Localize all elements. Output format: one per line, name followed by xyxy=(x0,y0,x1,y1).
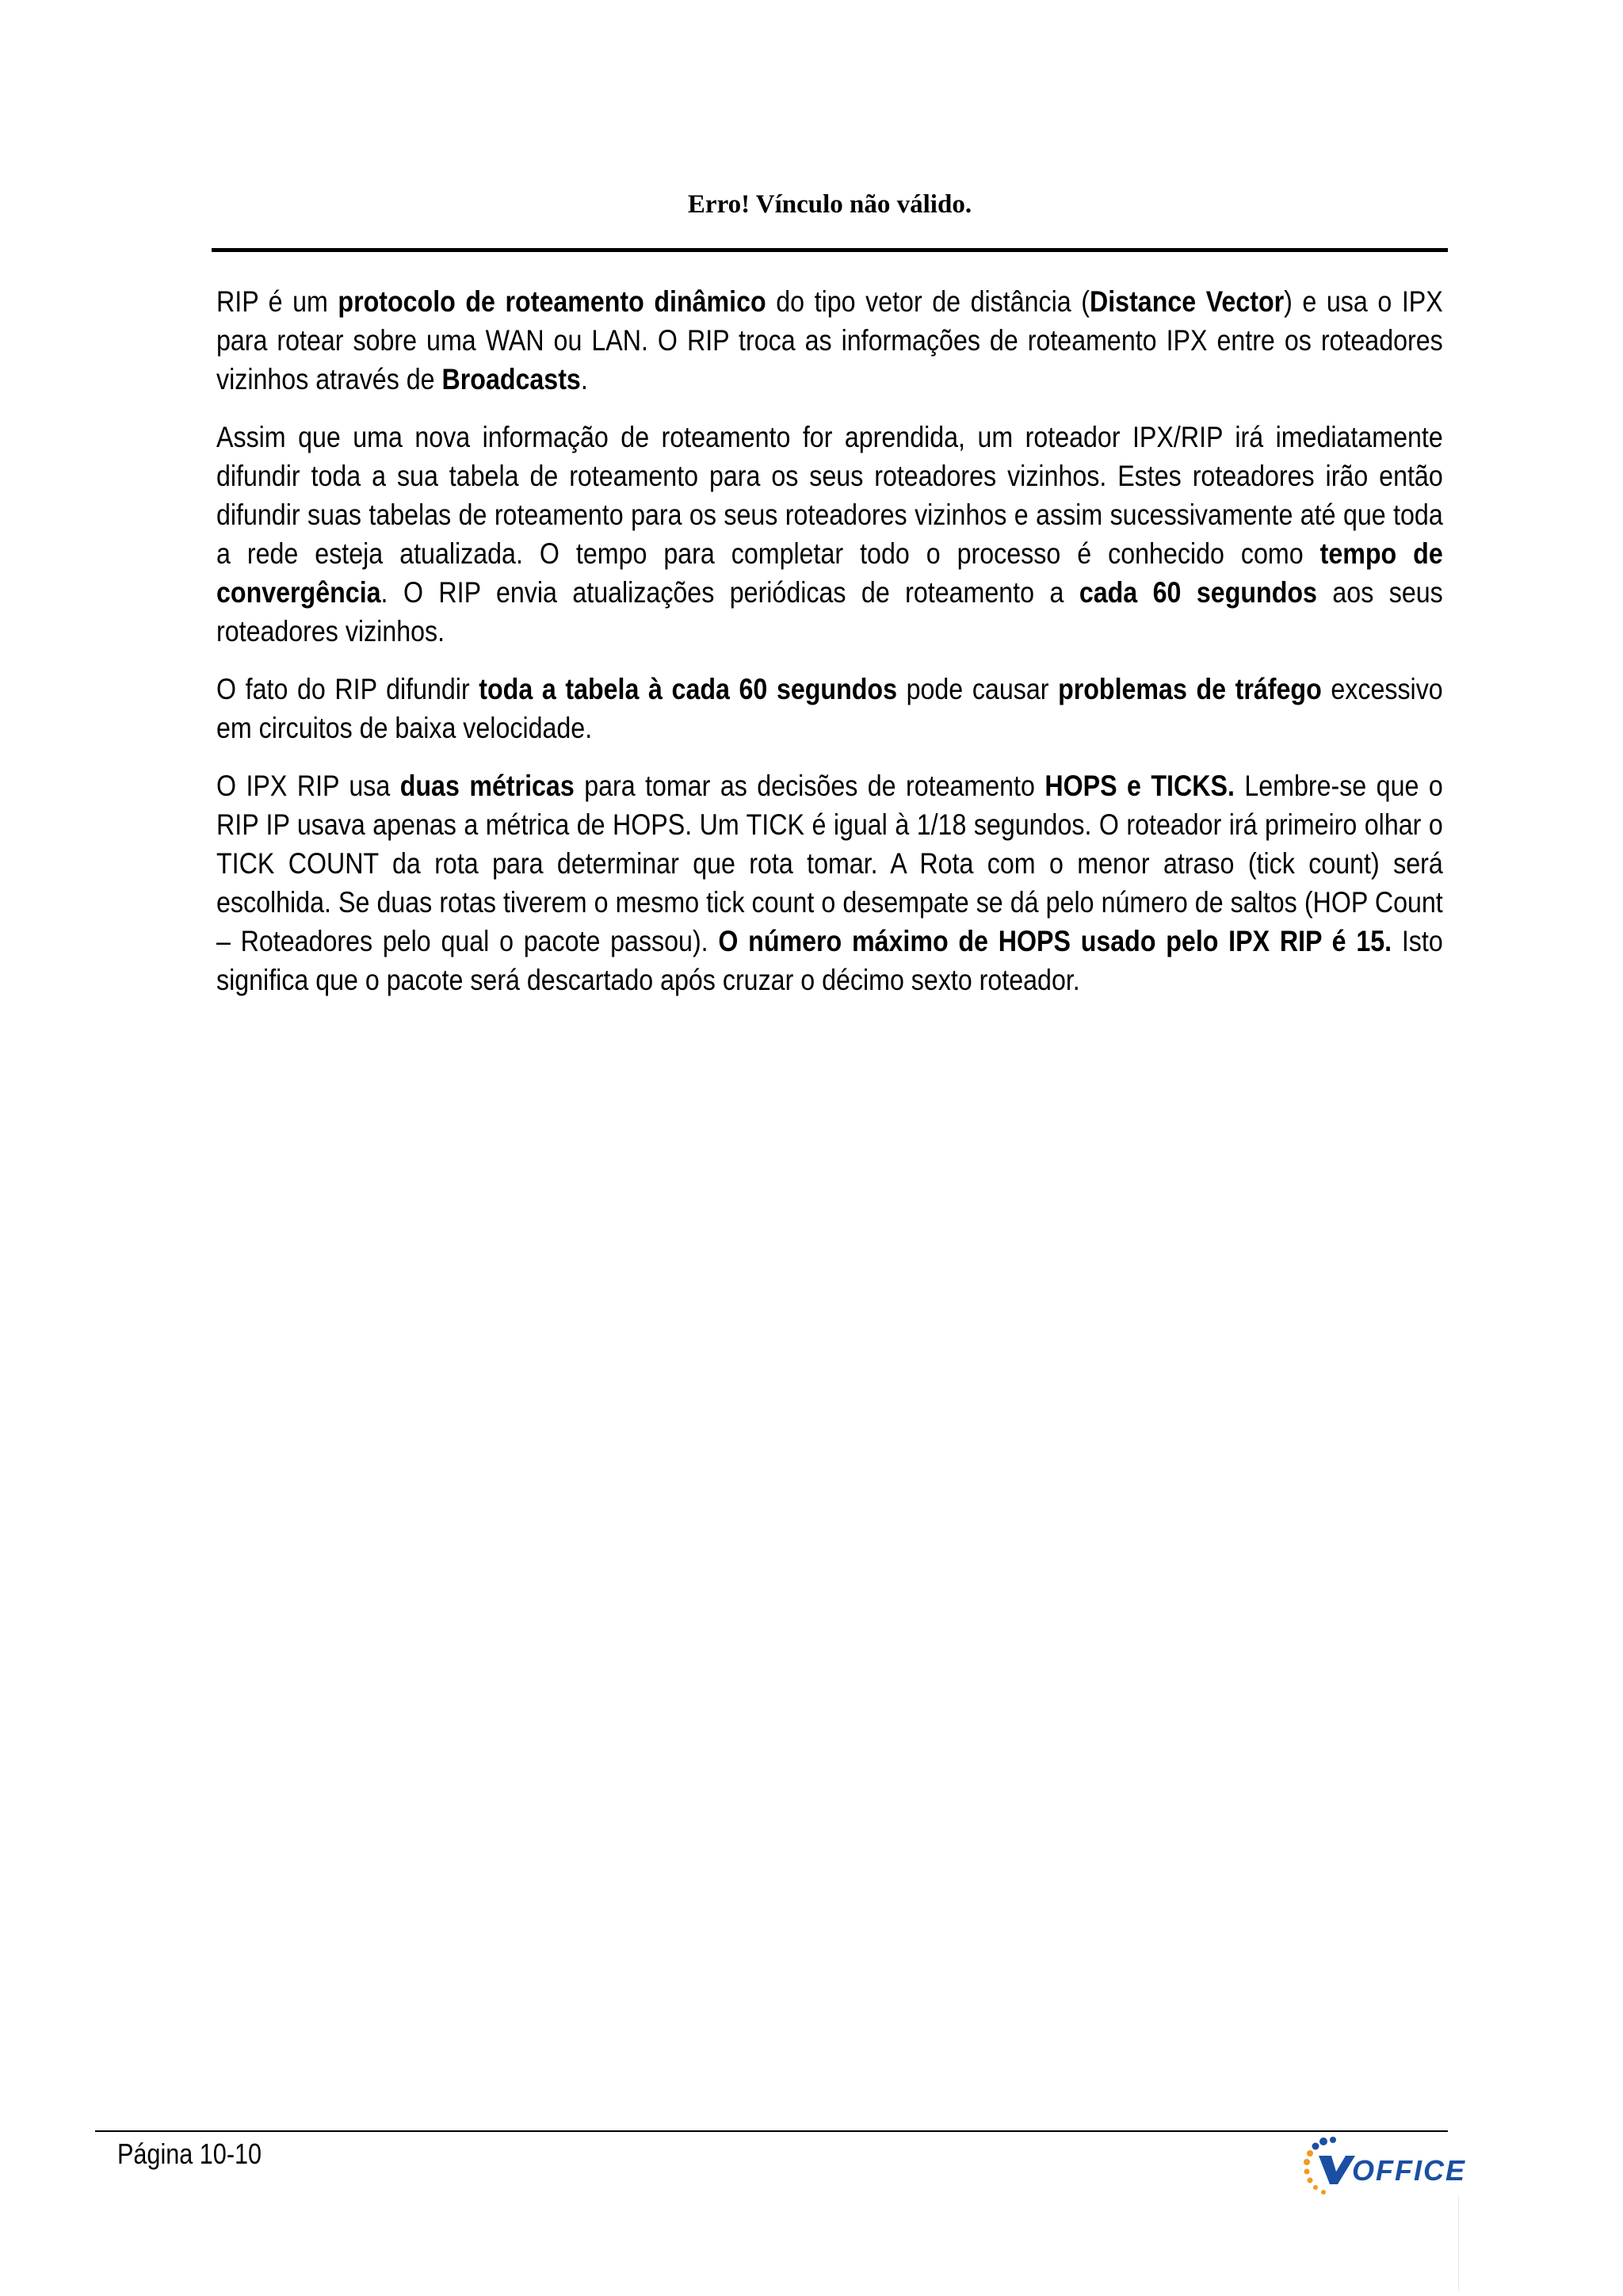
bold-text-segment: HOPS e TICKS. xyxy=(1044,770,1235,802)
text-segment: excessivo em circuitos de baixa velocidade. xyxy=(216,673,1443,744)
text-segment: ) e usa o IPX para rotear sobre uma WAN ou LAN. O RIP troca as informações de roteamento IPX entre os roteadores vizinhos através de xyxy=(216,285,1443,395)
bold-text-segment: cada 60 segundos xyxy=(1079,576,1317,609)
bold-text-segment: problemas de tráfego xyxy=(1058,673,1322,705)
text-segment: . O RIP envia atualizações periódicas de roteamento a xyxy=(380,576,1079,609)
text-segment: O IPX RIP usa xyxy=(216,770,400,802)
logo-wordmark: OFFICE xyxy=(1352,2154,1466,2187)
bold-text-segment: Broadcasts xyxy=(441,363,581,395)
paragraph-rip-intro xyxy=(216,282,1443,399)
text-segment: do tipo vetor de distância ( xyxy=(766,285,1090,318)
text-segment: . xyxy=(580,363,588,395)
bold-text-segment: toda a tabela à cada 60 segundos xyxy=(479,673,897,705)
text-segment: Isto significa que o pacote será descartado após cruzar o décimo sexto roteador. xyxy=(216,925,1443,996)
bold-text-segment: duas métricas xyxy=(399,770,575,802)
logo-v-mark-icon xyxy=(1319,2156,1355,2184)
text-segment: Assim que uma nova informação de roteamento for aprendida, um roteador IPX/RIP irá imediatamente difundir toda a sua tabela de roteamento para os seus roteadores vizinhos. Estes roteadores irão então difundir suas tabelas de roteamento para os seus roteadores vizinhos e assim sucessivamente até que toda a rede esteja atualizada. O tempo para completar todo o processo é conhecido como xyxy=(216,421,1443,570)
paragraph-convergence xyxy=(216,418,1443,651)
document-body xyxy=(216,282,1443,1018)
text-segment: para tomar as decisões de roteamento xyxy=(574,770,1045,802)
paragraph-traffic xyxy=(216,670,1443,747)
footer-divider xyxy=(95,2130,1448,2132)
text-segment: aos seus roteadores vizinhos. xyxy=(216,576,1443,648)
bold-text-segment: tempo de convergência xyxy=(216,537,1443,609)
text-segment: Lembre-se que o RIP IP usava apenas a métrica de HOPS. Um TICK é igual à 1/18 segundos. O roteador irá primeiro olhar o TICK COUNT da rota para determinar que rota tomar. A Rota com o menor atraso (tick count) será escolhida. Se duas rotas tiverem o mesmo tick count o desempate se dá pelo número de saltos (HOP Count – Roteadores pelo qual o pacote passou). xyxy=(216,770,1443,957)
text-segment: pode causar xyxy=(896,673,1059,705)
bold-text-segment: O número máximo de HOPS usado pelo IPX RIP é 15. xyxy=(718,925,1392,957)
header-divider xyxy=(212,248,1448,252)
page-header-title: Erro! Vínculo não válido. xyxy=(687,190,972,219)
text-segment: O fato do RIP difundir xyxy=(216,673,479,705)
text-segment: RIP é um xyxy=(216,285,338,318)
paragraph-metrics xyxy=(216,766,1443,999)
page-number: Página 10-10 xyxy=(117,2137,262,2170)
bold-text-segment: Distance Vector xyxy=(1089,285,1285,318)
bold-text-segment: protocolo de roteamento dinâmico xyxy=(338,285,766,318)
page-edge-line xyxy=(1458,2195,1459,2290)
